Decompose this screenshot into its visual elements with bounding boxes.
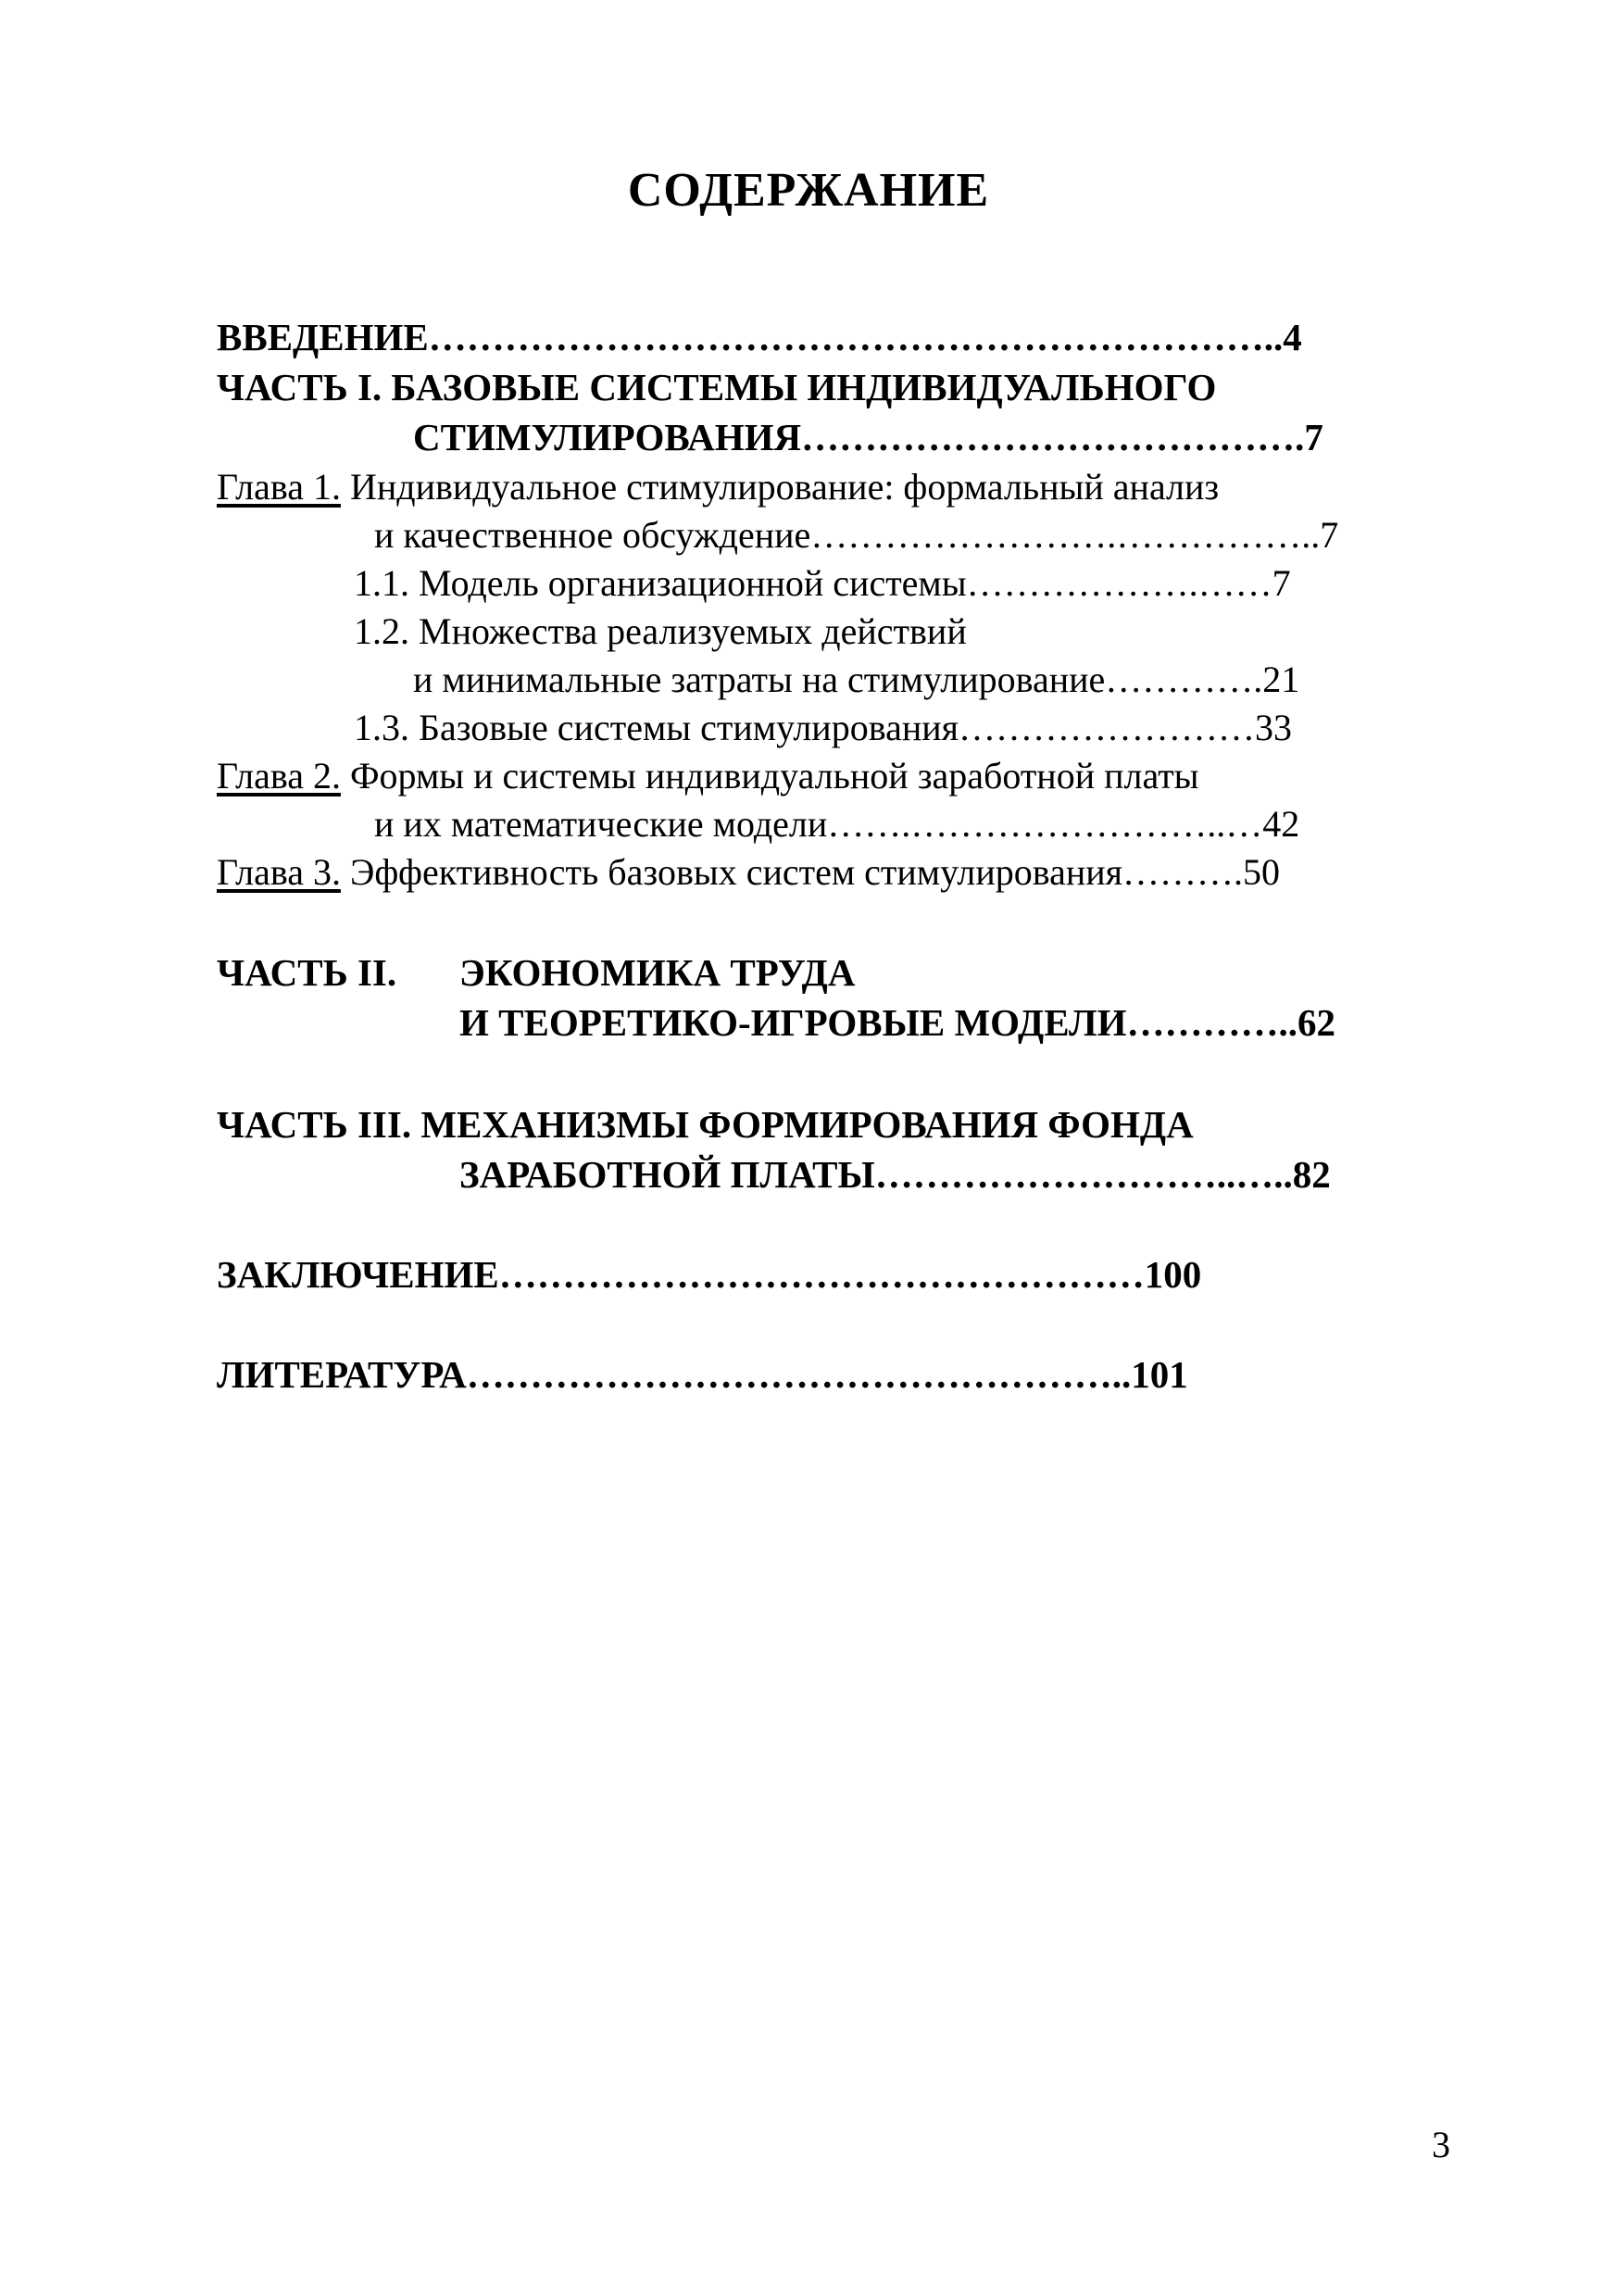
toc-chapter-1[interactable] — [217, 463, 1219, 511]
toc-introduction[interactable]: ВВЕДЕНИЕ…………………………………………………………..4 — [217, 316, 1302, 358]
chapter-3-title: Эффективность базовых систем стимулирования……….50 — [340, 851, 1281, 893]
chapter-1-title: Индивидуальное стимулирование: формальный анализ — [340, 466, 1220, 508]
toc-part-3-title-cont[interactable]: ЗАРАБОТНОЙ ПЛАТЫ………………………..…..82 — [459, 1153, 1331, 1196]
chapter-2-label: Глава 2. — [217, 755, 341, 797]
toc-section-1-2-cont[interactable]: и минимальные затраты на стимулирование………….21 — [413, 659, 1300, 700]
toc-chapter-2-cont[interactable]: и их математические модели…….……………………..…42 — [374, 803, 1300, 845]
chapter-3-label: Глава 3. — [217, 851, 341, 893]
toc-part-2-title-cont[interactable]: И ТЕОРЕТИКО-ИГРОВЫЕ МОДЕЛИ…………..62 — [459, 1001, 1335, 1044]
toc-part-2-title[interactable]: ЭКОНОМИКА ТРУДА — [459, 951, 856, 994]
chapter-2-title: Формы и системы индивидуальной заработной платы — [340, 755, 1199, 797]
page-title: СОДЕРЖАНИЕ — [627, 164, 990, 217]
toc-part-2-label[interactable]: ЧАСТЬ II. — [217, 951, 397, 994]
toc-chapter-3[interactable] — [217, 848, 1280, 897]
toc-part-1-title-cont[interactable]: СТИМУЛИРОВАНИЯ………………………………….7 — [413, 416, 1323, 458]
toc-section-1-2[interactable]: 1.2. Множества реализуемых действий — [354, 610, 967, 652]
page-number: 3 — [1432, 2124, 1450, 2165]
toc-section-1-3[interactable]: 1.3. Базовые системы стимулирования……………………33 — [354, 707, 1293, 748]
chapter-1-label: Глава 1. — [217, 466, 341, 508]
toc-chapter-2[interactable] — [217, 752, 1199, 800]
toc-literature[interactable]: ЛИТЕРАТУРА……………………………………………..101 — [217, 1353, 1188, 1396]
toc-part-1-title[interactable]: ЧАСТЬ I. БАЗОВЫЕ СИСТЕМЫ ИНДИВИДУАЛЬНОГО — [217, 366, 1217, 408]
toc-chapter-1-cont[interactable]: и качественное обсуждение…………………….……………..7 — [374, 514, 1339, 556]
toc-section-1-1[interactable]: 1.1. Модель организационной системы……………….……7 — [354, 562, 1291, 604]
toc-part-3-title[interactable]: ЧАСТЬ III. МЕХАНИЗМЫ ФОРМИРОВАНИЯ ФОНДА — [217, 1103, 1194, 1146]
toc-conclusion[interactable]: ЗАКЛЮЧЕНИЕ……………………………………………100 — [217, 1253, 1202, 1296]
